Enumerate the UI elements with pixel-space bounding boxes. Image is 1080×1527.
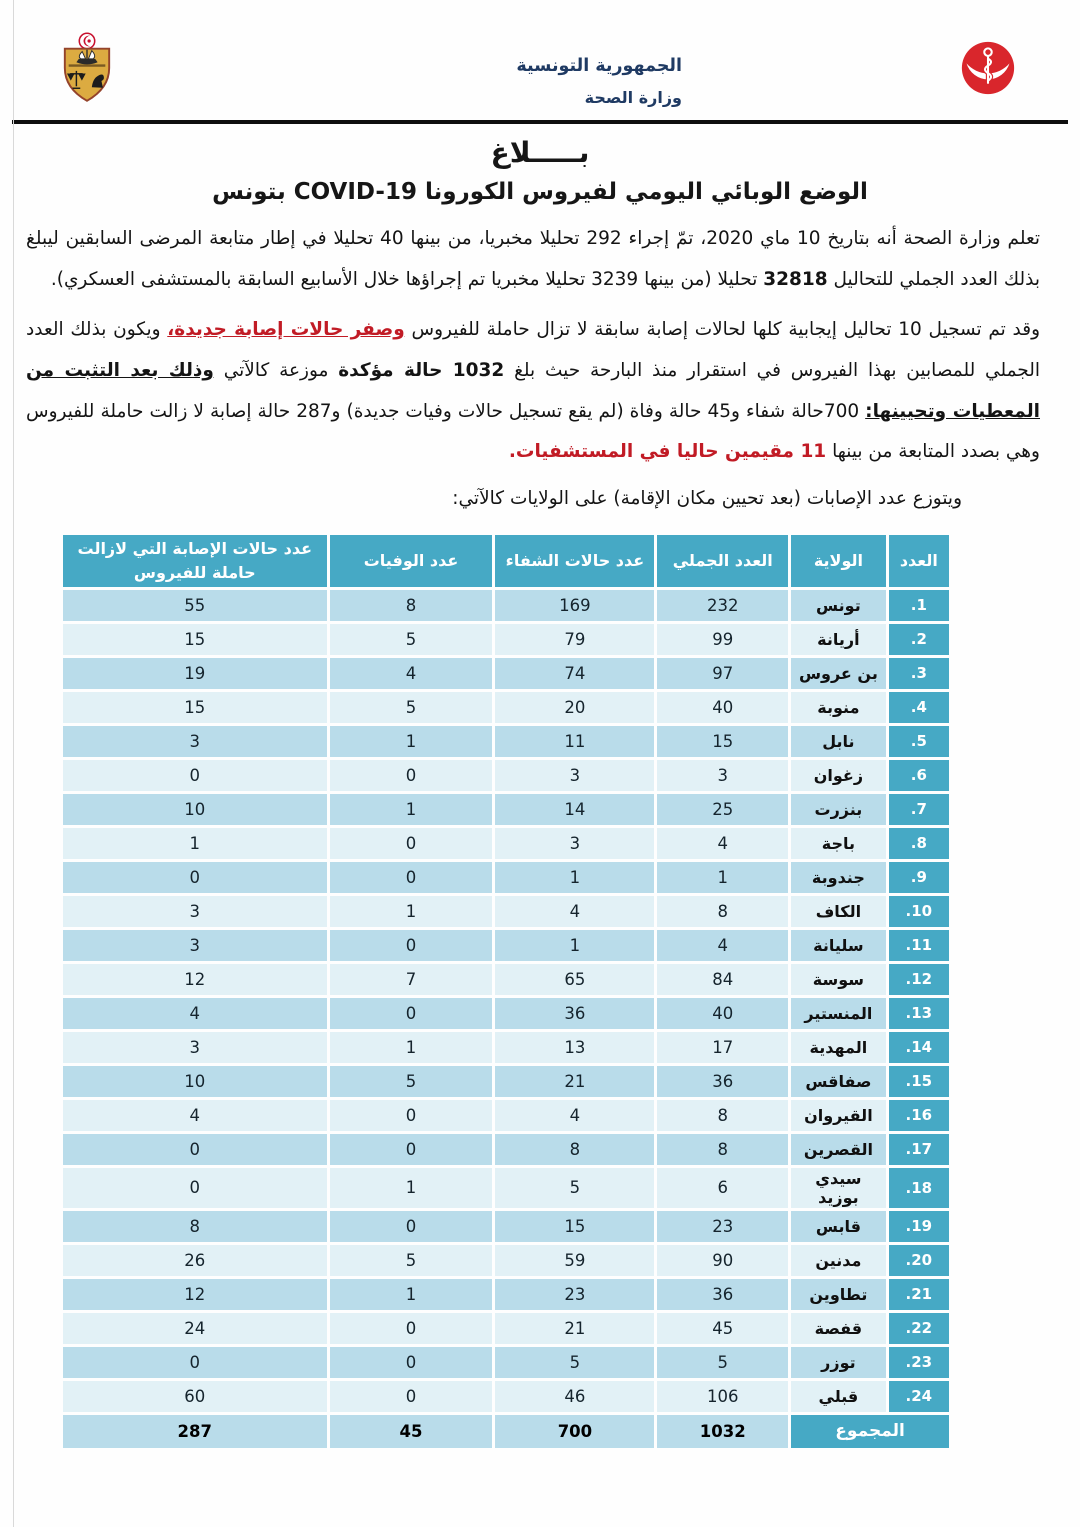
total-cases-cell: 4 <box>657 930 788 961</box>
governorate-cell: سيدي بوزيد <box>791 1168 886 1208</box>
row-number-cell: 14. <box>889 1032 949 1063</box>
recovered-cell: 169 <box>495 590 654 621</box>
active-cases-cell: 19 <box>63 658 327 689</box>
governorate-cell: نابل <box>791 726 886 757</box>
table-row <box>63 1347 949 1378</box>
recovered-cell: 46 <box>495 1381 654 1412</box>
active-cases-cell: 3 <box>63 726 327 757</box>
total-cases-cell: 5 <box>657 1347 788 1378</box>
governorates-table <box>60 532 952 1451</box>
active-cases-cell: 26 <box>63 1245 327 1276</box>
governorate-cell: قبلي <box>791 1381 886 1412</box>
row-number-cell: 4. <box>889 692 949 723</box>
recovered-cell: 74 <box>495 658 654 689</box>
recovered-cell: 4 <box>495 1100 654 1131</box>
totals-recovered-cell: 700 <box>495 1415 654 1448</box>
active-cases-cell: 0 <box>63 862 327 893</box>
table-header-row <box>63 535 949 587</box>
deaths-cell: 0 <box>330 998 493 1029</box>
row-number-cell: 18. <box>889 1168 949 1208</box>
governorate-cell: قفصة <box>791 1313 886 1344</box>
recovered-cell: 3 <box>495 828 654 859</box>
totals-total-cell: 1032 <box>657 1415 788 1448</box>
total-cases-cell: 84 <box>657 964 788 995</box>
col-header-active-cases: عدد حالات الإصابة التي لازالت حاملة للفيروس <box>63 535 327 587</box>
row-number-cell: 7. <box>889 794 949 825</box>
total-cases-cell: 25 <box>657 794 788 825</box>
row-number-cell: 24. <box>889 1381 949 1412</box>
recovered-cell: 21 <box>495 1066 654 1097</box>
active-cases-cell: 1 <box>63 828 327 859</box>
active-cases-cell: 60 <box>63 1381 327 1412</box>
total-cases-cell: 1 <box>657 862 788 893</box>
rich-text-segment: 32818 <box>763 268 828 290</box>
recovered-cell: 11 <box>495 726 654 757</box>
row-number-cell: 11. <box>889 930 949 961</box>
active-cases-cell: 55 <box>63 590 327 621</box>
governorate-cell: أريانة <box>791 624 886 655</box>
total-cases-cell: 97 <box>657 658 788 689</box>
deaths-cell: 0 <box>330 862 493 893</box>
governorate-cell: جندوبة <box>791 862 886 893</box>
rich-text-segment: 11 مقيمين حاليا في المستشفيات. <box>508 441 827 463</box>
row-number-cell: 17. <box>889 1134 949 1165</box>
active-cases-cell: 4 <box>63 998 327 1029</box>
header-titles <box>516 56 682 107</box>
table-row <box>63 1100 949 1131</box>
governorate-cell: سوسة <box>791 964 886 995</box>
table-row <box>63 1168 949 1208</box>
row-number-cell: 13. <box>889 998 949 1029</box>
table-row <box>63 862 949 893</box>
total-cases-cell: 6 <box>657 1168 788 1208</box>
total-cases-cell: 8 <box>657 896 788 927</box>
governorate-cell: تطاوين <box>791 1279 886 1310</box>
ministry-of-health-logo-icon <box>960 40 1016 96</box>
governorate-cell: قابس <box>791 1211 886 1242</box>
row-number-cell: 9. <box>889 862 949 893</box>
deaths-cell: 5 <box>330 1245 493 1276</box>
active-cases-cell: 3 <box>63 1032 327 1063</box>
col-header-recovered: عدد حالات الشفاء <box>495 535 654 587</box>
row-number-cell: 16. <box>889 1100 949 1131</box>
active-cases-cell: 0 <box>63 1347 327 1378</box>
active-cases-cell: 10 <box>63 1066 327 1097</box>
row-number-cell: 12. <box>889 964 949 995</box>
table-footer <box>63 1415 949 1448</box>
governorate-cell: توزر <box>791 1347 886 1378</box>
table-row <box>63 998 949 1029</box>
col-header-number: العدد <box>889 535 949 587</box>
rich-text-segment: تحليلا (من بينها 3239 تحليلا مخبريا تم إجراؤها خلال الأسابيع السابقة بالمستشفى العسكري). <box>50 268 764 290</box>
table-row <box>63 930 949 961</box>
deaths-cell: 5 <box>330 692 493 723</box>
table-row <box>63 1066 949 1097</box>
totals-deaths-cell: 45 <box>330 1415 493 1448</box>
recovered-cell: 21 <box>495 1313 654 1344</box>
total-cases-cell: 8 <box>657 1100 788 1131</box>
recovered-cell: 1 <box>495 930 654 961</box>
governorate-cell: مدنين <box>791 1245 886 1276</box>
recovered-cell: 79 <box>495 624 654 655</box>
table-row <box>63 964 949 995</box>
totals-row <box>63 1415 949 1448</box>
row-number-cell: 1. <box>889 590 949 621</box>
total-cases-cell: 99 <box>657 624 788 655</box>
total-cases-cell: 4 <box>657 828 788 859</box>
active-cases-cell: 12 <box>63 964 327 995</box>
table-row <box>63 1134 949 1165</box>
table-row <box>63 624 949 655</box>
table-row <box>63 658 949 689</box>
table-row <box>63 1381 949 1412</box>
governorate-cell: باجة <box>791 828 886 859</box>
body-paragraph-tests <box>0 219 1080 300</box>
active-cases-cell: 0 <box>63 1134 327 1165</box>
deaths-cell: 1 <box>330 1032 493 1063</box>
body-paragraph-cases <box>0 310 1080 473</box>
table-body <box>63 590 949 1412</box>
table-row <box>63 726 949 757</box>
deaths-cell: 0 <box>330 1134 493 1165</box>
row-number-cell: 10. <box>889 896 949 927</box>
total-cases-cell: 40 <box>657 998 788 1029</box>
governorate-cell: سليانة <box>791 930 886 961</box>
row-number-cell: 22. <box>889 1313 949 1344</box>
active-cases-cell: 0 <box>63 760 327 791</box>
header-divider <box>12 120 1068 124</box>
active-cases-cell: 10 <box>63 794 327 825</box>
col-header-deaths: عدد الوفيات <box>330 535 493 587</box>
active-cases-cell: 12 <box>63 1279 327 1310</box>
total-cases-cell: 106 <box>657 1381 788 1412</box>
recovered-cell: 14 <box>495 794 654 825</box>
deaths-cell: 0 <box>330 1211 493 1242</box>
recovered-cell: 59 <box>495 1245 654 1276</box>
governorate-cell: الكاف <box>791 896 886 927</box>
deaths-cell: 0 <box>330 1313 493 1344</box>
active-cases-cell: 15 <box>63 692 327 723</box>
table-row <box>63 692 949 723</box>
governorate-cell: منوبة <box>791 692 886 723</box>
table-row <box>63 1032 949 1063</box>
table-row <box>63 760 949 791</box>
rich-text-segment: وصفر حالات إصابة جديدة، <box>167 319 405 341</box>
total-cases-cell: 17 <box>657 1032 788 1063</box>
republic-title: الجمهورية التونسية <box>516 56 682 76</box>
deaths-cell: 5 <box>330 624 493 655</box>
table-row <box>63 828 949 859</box>
totals-active-cell: 287 <box>63 1415 327 1448</box>
governorate-cell: بنزرت <box>791 794 886 825</box>
active-cases-cell: 3 <box>63 930 327 961</box>
table-row <box>63 794 949 825</box>
table-row <box>63 1279 949 1310</box>
governorate-cell: المهدية <box>791 1032 886 1063</box>
active-cases-cell: 3 <box>63 896 327 927</box>
communique-heading: بـــــلاغ <box>490 136 590 169</box>
deaths-cell: 0 <box>330 930 493 961</box>
row-number-cell: 3. <box>889 658 949 689</box>
tunisia-coat-of-arms-icon <box>60 32 114 104</box>
total-cases-cell: 15 <box>657 726 788 757</box>
row-number-cell: 8. <box>889 828 949 859</box>
scan-edge-artifact <box>13 0 14 1527</box>
deaths-cell: 8 <box>330 590 493 621</box>
row-number-cell: 21. <box>889 1279 949 1310</box>
governorate-cell: القصرين <box>791 1134 886 1165</box>
rich-text-segment: وذلك بعد التثبت من المعطيات وتحيينها: <box>26 360 1040 422</box>
totals-label-cell: المجموع <box>791 1415 949 1448</box>
document-header <box>0 0 1080 120</box>
recovered-cell: 8 <box>495 1134 654 1165</box>
recovered-cell: 20 <box>495 692 654 723</box>
recovered-cell: 1 <box>495 862 654 893</box>
deaths-cell: 1 <box>330 726 493 757</box>
deaths-cell: 1 <box>330 1279 493 1310</box>
deaths-cell: 0 <box>330 1100 493 1131</box>
total-cases-cell: 23 <box>657 1211 788 1242</box>
row-number-cell: 6. <box>889 760 949 791</box>
row-number-cell: 19. <box>889 1211 949 1242</box>
table-row <box>63 1245 949 1276</box>
total-cases-cell: 36 <box>657 1066 788 1097</box>
ministry-title: وزارة الصحة <box>584 88 682 107</box>
active-cases-cell: 15 <box>63 624 327 655</box>
table-row <box>63 590 949 621</box>
total-cases-cell: 45 <box>657 1313 788 1344</box>
total-cases-cell: 36 <box>657 1279 788 1310</box>
row-number-cell: 15. <box>889 1066 949 1097</box>
deaths-cell: 0 <box>330 760 493 791</box>
governorate-cell: زغوان <box>791 760 886 791</box>
governorate-cell: بن عروس <box>791 658 886 689</box>
table-header <box>63 535 949 587</box>
recovered-cell: 36 <box>495 998 654 1029</box>
recovered-cell: 5 <box>495 1168 654 1208</box>
deaths-cell: 5 <box>330 1066 493 1097</box>
deaths-cell: 0 <box>330 828 493 859</box>
total-cases-cell: 8 <box>657 1134 788 1165</box>
governorate-cell: تونس <box>791 590 886 621</box>
active-cases-cell: 4 <box>63 1100 327 1131</box>
deaths-cell: 4 <box>330 658 493 689</box>
total-cases-cell: 232 <box>657 590 788 621</box>
governorate-cell: صفاقس <box>791 1066 886 1097</box>
row-number-cell: 5. <box>889 726 949 757</box>
recovered-cell: 3 <box>495 760 654 791</box>
active-cases-cell: 8 <box>63 1211 327 1242</box>
recovered-cell: 4 <box>495 896 654 927</box>
governorate-cell: القيروان <box>791 1100 886 1131</box>
rich-text-segment: موزعة كالآتي <box>213 360 339 382</box>
table-row <box>63 1313 949 1344</box>
rich-text-segment: ويكون بذلك العدد الجملي للمصابين بهذا الفيروس في استقرار منذ البارحة حيث بلغ <box>26 319 1040 382</box>
recovered-cell: 5 <box>495 1347 654 1378</box>
col-header-total: العدد الجملي <box>657 535 788 587</box>
document-title: الوضع الوبائي اليومي لفيروس الكورونا COVID-19 بتونس <box>212 179 868 205</box>
row-number-cell: 2. <box>889 624 949 655</box>
deaths-cell: 7 <box>330 964 493 995</box>
total-cases-cell: 3 <box>657 760 788 791</box>
recovered-cell: 15 <box>495 1211 654 1242</box>
table-intro-paragraph: ويتوزع عدد الإصابات (بعد تحيين مكان الإقامة) على الولايات كالآتي: <box>452 488 962 510</box>
row-number-cell: 20. <box>889 1245 949 1276</box>
active-cases-cell: 24 <box>63 1313 327 1344</box>
recovered-cell: 23 <box>495 1279 654 1310</box>
table-row <box>63 1211 949 1242</box>
active-cases-cell: 0 <box>63 1168 327 1208</box>
table-row <box>63 896 949 927</box>
rich-text-segment: وقد تم تسجيل 10 تحاليل إيجابية كلها لحالات إصابة سابقة لا تزال حاملة للفيروس <box>404 319 1041 341</box>
row-number-cell: 23. <box>889 1347 949 1378</box>
deaths-cell: 1 <box>330 1168 493 1208</box>
recovered-cell: 13 <box>495 1032 654 1063</box>
rich-text-segment: 700حالة شفاء و45 حالة وفاة (لم يقع تسجيل حالات وفيات جديدة) و287 حالة إصابة لا زالت حاملة للفيروس وهي بصدد المتابعة من بينها <box>26 400 1040 463</box>
deaths-cell: 1 <box>330 896 493 927</box>
deaths-cell: 1 <box>330 794 493 825</box>
total-cases-cell: 40 <box>657 692 788 723</box>
recovered-cell: 65 <box>495 964 654 995</box>
rich-text-segment: تعلم وزارة الصحة أنه بتاريخ 10 ماي 2020، تمّ إجراء 292 تحليلا مخبريا، من بينها 40 تحليلا في إطار متابعة المرضى السابقين ليبلغ بذلك العدد الجملي للتحاليل <box>26 228 1041 290</box>
total-cases-cell: 90 <box>657 1245 788 1276</box>
governorate-cell: المنستير <box>791 998 886 1029</box>
deaths-cell: 0 <box>330 1347 493 1378</box>
deaths-cell: 0 <box>330 1381 493 1412</box>
col-header-governorate: الولاية <box>791 535 886 587</box>
rich-text-segment: 1032 حالة مؤكدة <box>338 360 505 382</box>
